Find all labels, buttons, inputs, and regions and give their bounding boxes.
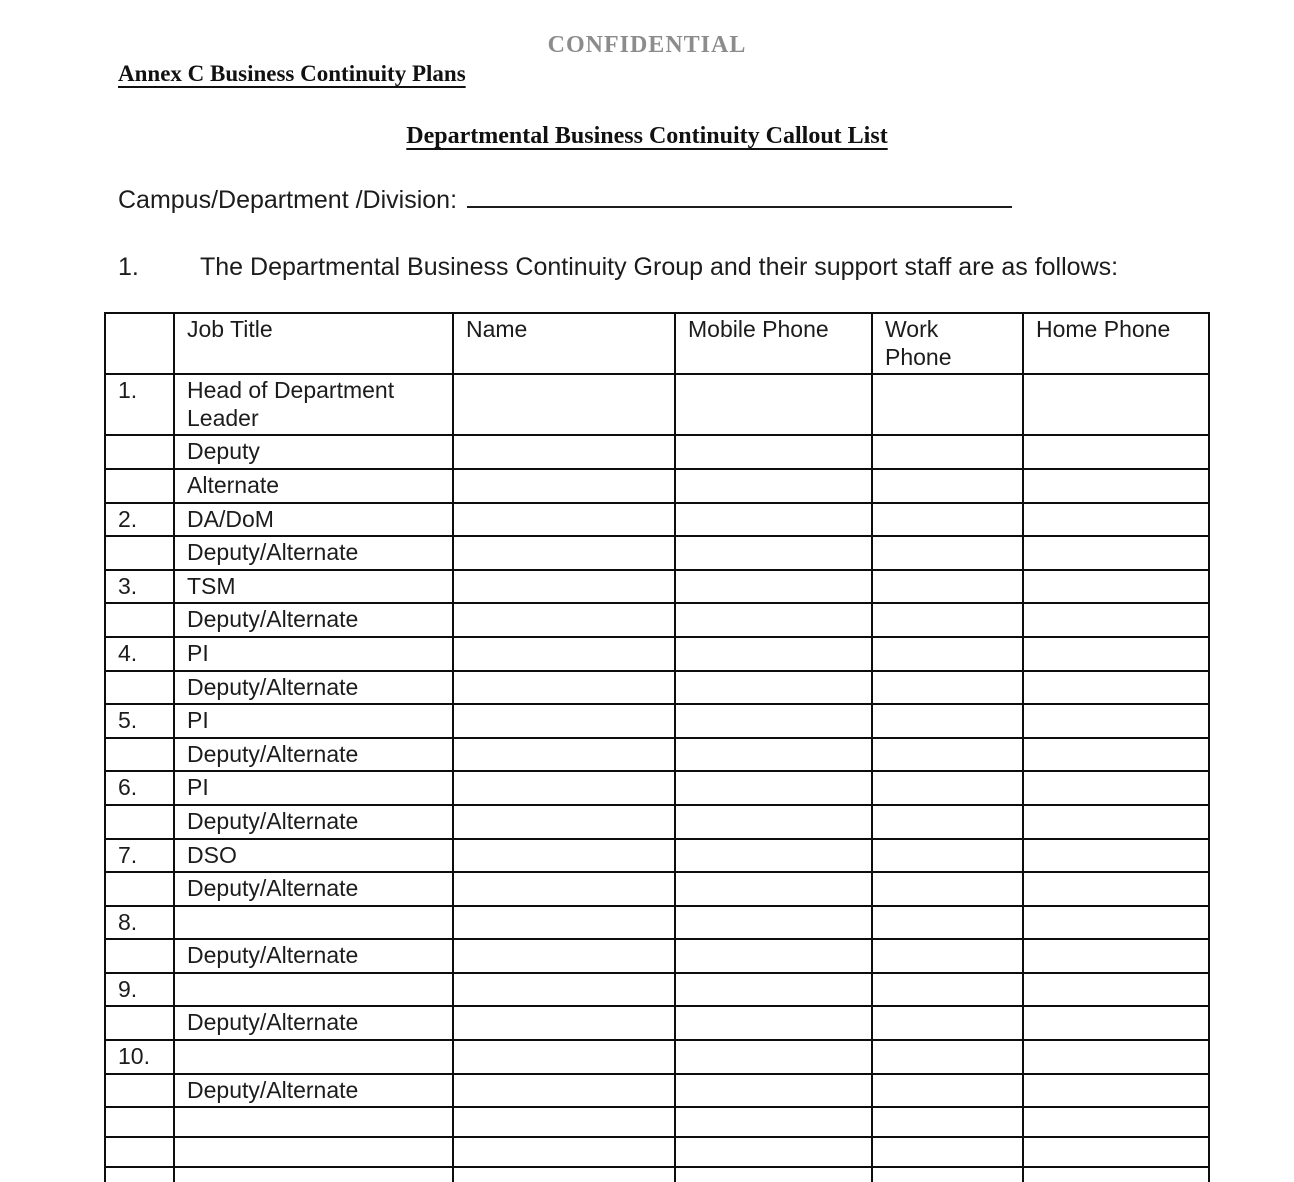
job-title-cell: PI	[174, 704, 453, 738]
work-phone-cell	[872, 1074, 1023, 1108]
table-row	[105, 1074, 1209, 1108]
work-phone-cell	[872, 374, 1023, 435]
home-phone-cell	[1023, 671, 1209, 705]
row-number-cell: 6.	[105, 771, 174, 805]
row-number-cell	[105, 1167, 174, 1182]
table-row	[105, 738, 1209, 772]
header-cell-job-title: Job Title	[174, 313, 453, 374]
table-row	[105, 503, 1209, 537]
mobile-phone-cell	[675, 805, 872, 839]
home-phone-cell	[1023, 603, 1209, 637]
row-number-cell: 8.	[105, 906, 174, 940]
mobile-phone-cell	[675, 435, 872, 469]
row-number-cell	[105, 469, 174, 503]
work-phone-cell	[872, 536, 1023, 570]
name-cell	[453, 805, 675, 839]
table-row	[105, 1167, 1209, 1182]
work-phone-cell	[872, 1107, 1023, 1137]
home-phone-cell	[1023, 1006, 1209, 1040]
home-phone-cell	[1023, 1074, 1209, 1108]
name-cell	[453, 973, 675, 1007]
job-title-cell: Deputy/Alternate	[174, 805, 453, 839]
home-phone-cell	[1023, 771, 1209, 805]
table-header-row	[105, 313, 1209, 374]
name-cell	[453, 503, 675, 537]
work-phone-cell	[872, 1137, 1023, 1167]
row-number-cell	[105, 1137, 174, 1167]
work-phone-cell	[872, 570, 1023, 604]
row-number-cell	[105, 738, 174, 772]
callout-table-body	[105, 374, 1209, 1182]
mobile-phone-cell	[675, 536, 872, 570]
name-cell	[453, 374, 675, 435]
job-title-cell: Deputy/Alternate	[174, 738, 453, 772]
name-cell	[453, 536, 675, 570]
table-row	[105, 906, 1209, 940]
job-title-cell: PI	[174, 637, 453, 671]
row-number-cell: 3.	[105, 570, 174, 604]
mobile-phone-cell	[675, 906, 872, 940]
table-row	[105, 469, 1209, 503]
name-cell	[453, 1006, 675, 1040]
row-number-cell: 10.	[105, 1040, 174, 1074]
list-item-text: The Departmental Business Continuity Group and their support staff are as follows:	[200, 253, 1119, 281]
job-title-cell	[174, 1040, 453, 1074]
name-cell	[453, 435, 675, 469]
row-number-cell	[105, 435, 174, 469]
row-number-cell	[105, 872, 174, 906]
mobile-phone-cell	[675, 1107, 872, 1137]
row-number-cell	[105, 1006, 174, 1040]
table-row	[105, 973, 1209, 1007]
job-title-cell: Deputy/Alternate	[174, 1074, 453, 1108]
job-title-cell: Head of Department Leader	[174, 374, 453, 435]
home-phone-cell	[1023, 1040, 1209, 1074]
table-row	[105, 704, 1209, 738]
name-cell	[453, 671, 675, 705]
mobile-phone-cell	[675, 839, 872, 873]
mobile-phone-cell	[675, 1167, 872, 1182]
job-title-cell	[174, 973, 453, 1007]
table-row	[105, 637, 1209, 671]
mobile-phone-cell	[675, 1006, 872, 1040]
campus-department-blank-field	[467, 205, 1012, 208]
work-phone-cell	[872, 1006, 1023, 1040]
mobile-phone-cell	[675, 603, 872, 637]
table-row	[105, 839, 1209, 873]
mobile-phone-cell	[675, 1074, 872, 1108]
home-phone-cell	[1023, 1167, 1209, 1182]
callout-table	[104, 312, 1210, 1182]
name-cell	[453, 637, 675, 671]
work-phone-cell	[872, 603, 1023, 637]
mobile-phone-cell	[675, 939, 872, 973]
mobile-phone-cell	[675, 637, 872, 671]
job-title-cell: Deputy/Alternate	[174, 872, 453, 906]
table-row	[105, 536, 1209, 570]
work-phone-cell	[872, 771, 1023, 805]
name-cell	[453, 872, 675, 906]
home-phone-cell	[1023, 939, 1209, 973]
table-row	[105, 872, 1209, 906]
name-cell	[453, 839, 675, 873]
mobile-phone-cell	[675, 738, 872, 772]
job-title-cell	[174, 1107, 453, 1137]
home-phone-cell	[1023, 1107, 1209, 1137]
row-number-cell	[105, 805, 174, 839]
job-title-cell	[174, 1167, 453, 1182]
header-cell-work-phone: Work Phone	[872, 313, 1023, 374]
page-title: Departmental Business Continuity Callout List	[406, 123, 888, 149]
row-number-cell: 4.	[105, 637, 174, 671]
home-phone-cell	[1023, 973, 1209, 1007]
work-phone-cell	[872, 1167, 1023, 1182]
row-number-cell: 1.	[105, 374, 174, 435]
mobile-phone-cell	[675, 671, 872, 705]
work-phone-cell	[872, 738, 1023, 772]
mobile-phone-cell	[675, 771, 872, 805]
table-row	[105, 1137, 1209, 1167]
work-phone-cell	[872, 872, 1023, 906]
home-phone-cell	[1023, 906, 1209, 940]
job-title-cell: Deputy/Alternate	[174, 939, 453, 973]
job-title-cell: Deputy/Alternate	[174, 671, 453, 705]
name-cell	[453, 1137, 675, 1167]
row-number-cell: 5.	[105, 704, 174, 738]
name-cell	[453, 1074, 675, 1108]
table-row	[105, 671, 1209, 705]
row-number-cell: 9.	[105, 973, 174, 1007]
table-row	[105, 435, 1209, 469]
home-phone-cell	[1023, 374, 1209, 435]
row-number-cell: 2.	[105, 503, 174, 537]
table-row	[105, 1040, 1209, 1074]
mobile-phone-cell	[675, 469, 872, 503]
table-row	[105, 1006, 1209, 1040]
name-cell	[453, 1040, 675, 1074]
job-title-cell: Deputy/Alternate	[174, 603, 453, 637]
mobile-phone-cell	[675, 1137, 872, 1167]
work-phone-cell	[872, 637, 1023, 671]
mobile-phone-cell	[675, 570, 872, 604]
name-cell	[453, 939, 675, 973]
home-phone-cell	[1023, 503, 1209, 537]
home-phone-cell	[1023, 637, 1209, 671]
table-row	[105, 1107, 1209, 1137]
job-title-cell: Alternate	[174, 469, 453, 503]
campus-department-label: Campus/Department /Division:	[118, 186, 458, 214]
work-phone-cell	[872, 805, 1023, 839]
job-title-cell: DSO	[174, 839, 453, 873]
home-phone-cell	[1023, 704, 1209, 738]
work-phone-cell	[872, 503, 1023, 537]
work-phone-cell	[872, 1040, 1023, 1074]
name-cell	[453, 1107, 675, 1137]
name-cell	[453, 771, 675, 805]
work-phone-cell	[872, 435, 1023, 469]
mobile-phone-cell	[675, 973, 872, 1007]
work-phone-cell	[872, 671, 1023, 705]
job-title-cell	[174, 906, 453, 940]
name-cell	[453, 603, 675, 637]
mobile-phone-cell	[675, 872, 872, 906]
table-row	[105, 939, 1209, 973]
campus-department-line	[118, 186, 1294, 215]
mobile-phone-cell	[675, 503, 872, 537]
job-title-cell: Deputy/Alternate	[174, 536, 453, 570]
name-cell	[453, 469, 675, 503]
row-number-cell	[105, 1074, 174, 1108]
home-phone-cell	[1023, 872, 1209, 906]
home-phone-cell	[1023, 805, 1209, 839]
name-cell	[453, 906, 675, 940]
mobile-phone-cell	[675, 1040, 872, 1074]
header-cell-mobile-phone: Mobile Phone	[675, 313, 872, 374]
home-phone-cell	[1023, 469, 1209, 503]
job-title-cell: DA/DoM	[174, 503, 453, 537]
header-cell-home-phone: Home Phone	[1023, 313, 1209, 374]
row-number-cell	[105, 536, 174, 570]
row-number-cell	[105, 603, 174, 637]
name-cell	[453, 738, 675, 772]
home-phone-cell	[1023, 839, 1209, 873]
table-row	[105, 374, 1209, 435]
name-cell	[453, 1167, 675, 1182]
table-row	[105, 771, 1209, 805]
mobile-phone-cell	[675, 704, 872, 738]
work-phone-cell	[872, 973, 1023, 1007]
work-phone-cell	[872, 939, 1023, 973]
header-cell-name: Name	[453, 313, 675, 374]
work-phone-cell	[872, 704, 1023, 738]
name-cell	[453, 704, 675, 738]
job-title-cell: Deputy/Alternate	[174, 1006, 453, 1040]
work-phone-cell	[872, 469, 1023, 503]
home-phone-cell	[1023, 1137, 1209, 1167]
job-title-cell: Deputy	[174, 435, 453, 469]
mobile-phone-cell	[675, 374, 872, 435]
name-cell	[453, 570, 675, 604]
work-phone-cell	[872, 839, 1023, 873]
row-number-cell	[105, 671, 174, 705]
work-phone-cell	[872, 906, 1023, 940]
annex-heading: Annex C Business Continuity Plans	[118, 61, 466, 86]
job-title-cell: PI	[174, 771, 453, 805]
job-title-cell: TSM	[174, 570, 453, 604]
home-phone-cell	[1023, 570, 1209, 604]
row-number-cell: 7.	[105, 839, 174, 873]
table-row	[105, 603, 1209, 637]
confidential-watermark: CONFIDENTIAL	[547, 32, 747, 58]
table-row	[105, 805, 1209, 839]
table-row	[105, 570, 1209, 604]
list-item-number: 1.	[118, 253, 139, 281]
list-item-1	[118, 253, 1294, 282]
row-number-cell	[105, 939, 174, 973]
home-phone-cell	[1023, 536, 1209, 570]
home-phone-cell	[1023, 738, 1209, 772]
home-phone-cell	[1023, 435, 1209, 469]
job-title-cell	[174, 1137, 453, 1167]
row-number-cell	[105, 1107, 174, 1137]
header-cell-number	[105, 313, 174, 374]
